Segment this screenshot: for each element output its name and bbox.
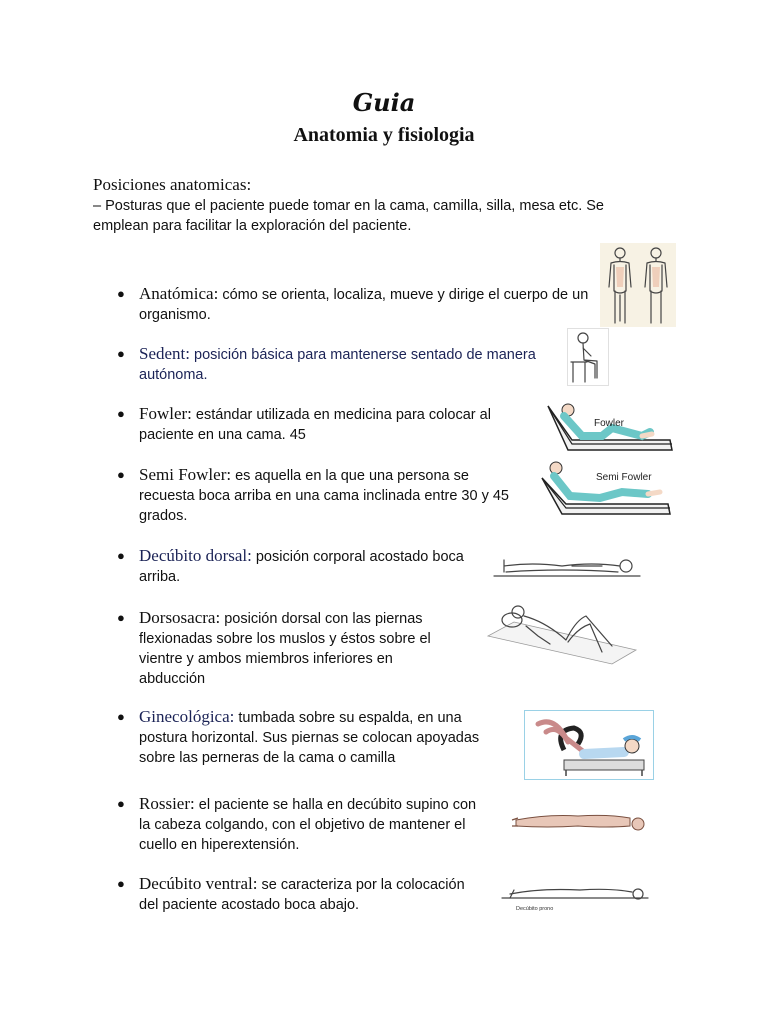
list-item-text [139,344,539,385]
fowler-label: Fowler [594,418,625,429]
term: Anatómica: [139,284,219,303]
list-item-text [139,794,489,855]
description: tumbada sobre su espalda, en una postura horizontal. Sus piernas se colocan apoyadas sobre las perneras de la cama o camilla [139,710,480,766]
rossier-figure-icon [508,806,648,838]
term: Sedent: [139,344,190,363]
bullet: ● [117,709,125,724]
list-item-text [139,608,459,689]
document-subtitle: Anatomia y fisiologia [293,124,475,146]
list-item-text [139,707,509,768]
bullet: ● [117,876,125,891]
description: posición básica para mantenerse sentado de manera autónoma. [139,347,536,383]
description: posición dorsal con las piernas flexionadas sobre los muslos y éstos sobre el vientre y ambos miembros inferiores en abducción [139,611,431,687]
bullet: ● [117,610,125,625]
description: cómo se orienta, localiza, mueve y dirige el cuerpo de un organismo. [139,287,589,323]
term: Ginecológica: [139,707,235,726]
description: posición corporal acostado boca arriba. [139,549,464,585]
term: Decúbito dorsal: [139,546,252,565]
fowler-bed-icon [542,398,682,458]
list-item-text [139,546,469,587]
list-item-text [139,465,519,526]
section-heading: Posiciones anatomicas: [93,175,252,194]
bullet: ● [117,796,125,811]
anatomy-figure-icon [600,243,676,327]
seated-figure-icon [567,328,609,386]
list-item-text [139,284,589,325]
term: Semi Fowler: [139,465,232,484]
document-title: Guia [352,88,416,117]
intro-paragraph: – Posturas que el paciente puede tomar en la cama, camilla, silla, mesa etc. Se emplean para facilitar la exploración del paciente. [93,198,604,234]
bullet: ● [117,406,125,421]
supine-figure-icon [492,548,642,582]
gynecological-figure-icon [524,710,654,780]
dorsosacral-figure-icon [486,600,638,666]
list-item-text [139,874,469,915]
semi-fowler-bed-icon [538,458,680,522]
prone-figure-icon [500,880,650,916]
bullet: ● [117,467,125,482]
semi-fowler-label: Semi Fowler [596,472,652,483]
bullet: ● [117,548,125,563]
description: es aquella en la que una persona se recuesta boca arriba en una cama inclinada entre 30 y 45 grados. [139,468,509,524]
term: Rossier: [139,794,195,813]
bullet: ● [117,346,125,361]
term: Fowler: [139,404,192,423]
term: Dorsosacra: [139,608,221,627]
description: se caracteriza por la colocación del paciente acostado boca abajo. [139,877,465,913]
description: el paciente se halla en decúbito supino con la cabeza colgando, con el objetivo de mantener el cuello en hiperextensión. [139,797,477,853]
term: Decúbito ventral: [139,874,258,893]
bullet: ● [117,286,125,301]
description: estándar utilizada en medicina para colocar al paciente en una cama. 45 [139,407,491,443]
prone-label: Decúbito prono [516,906,554,912]
list-item-text [139,404,529,445]
